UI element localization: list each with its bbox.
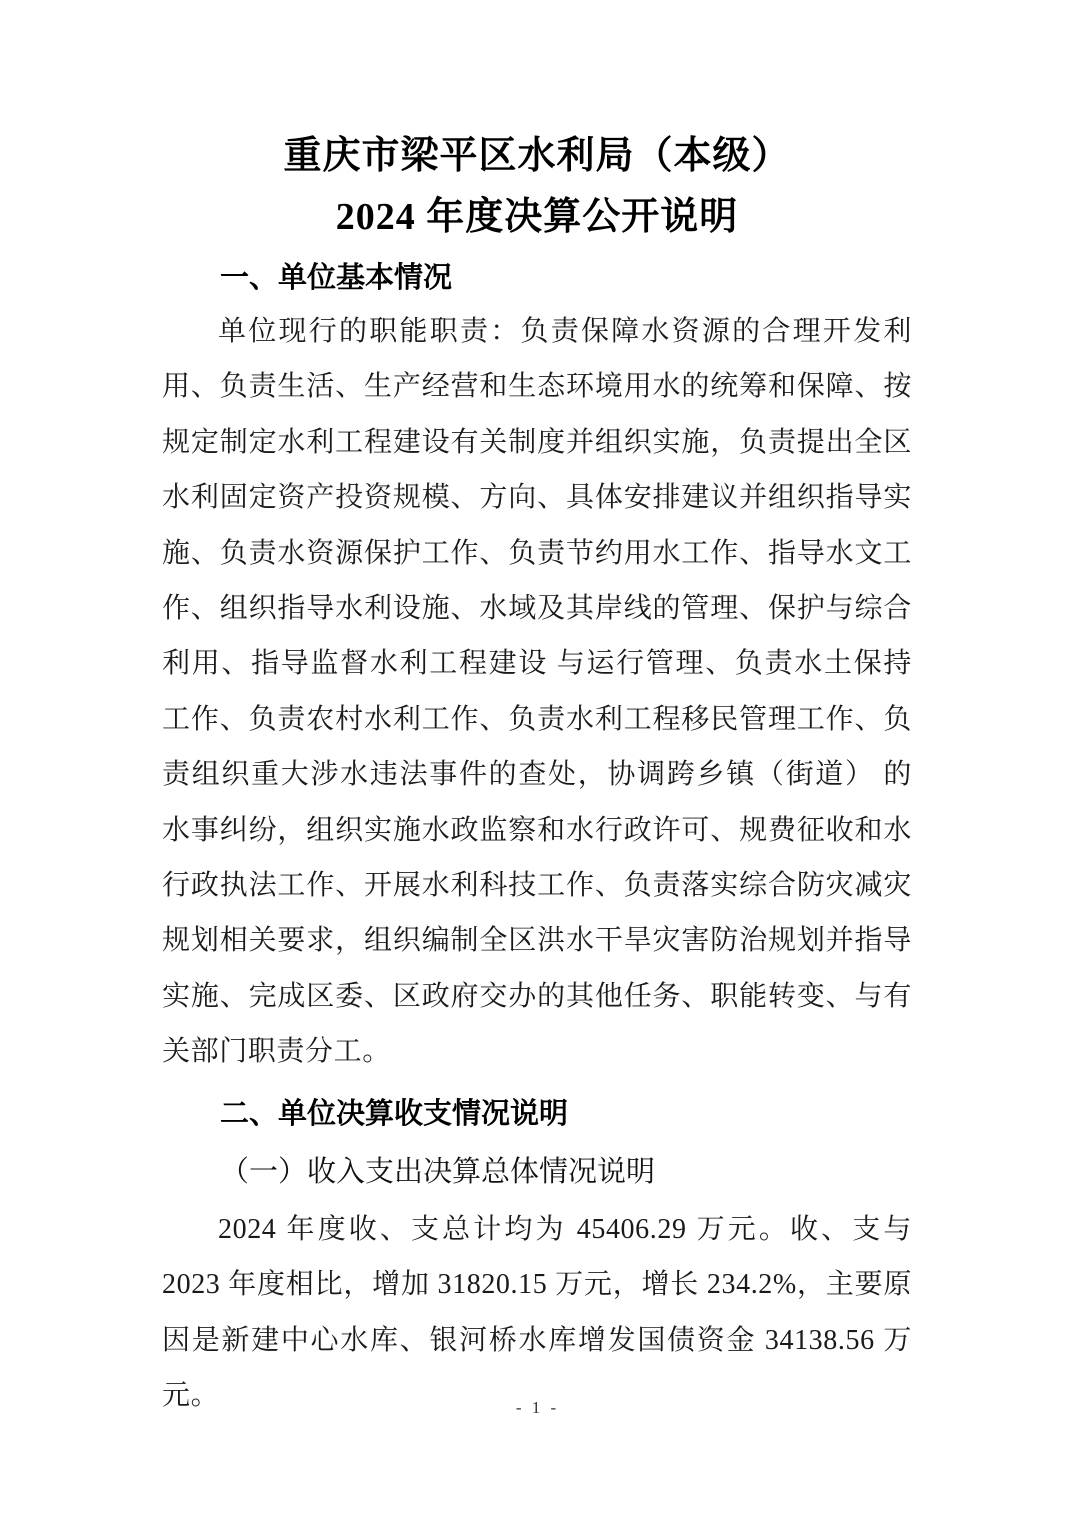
document-title-line2: 2024 年度决算公开说明	[335, 196, 739, 238]
page-number: - 1 -	[515, 1398, 560, 1417]
document-title	[162, 126, 912, 248]
document-title-line1: 重庆市梁平区水利局（本级）	[283, 135, 791, 177]
section1-paragraph: 单位现行的职能职责：负责保障水资源的合理开发利用、负责生活、生产经营和生态环境用水的统筹和保障、按规定制定水利工程建设有关制度并组织实施，负责提出全区水利固定资产投资规模、方向、具体安排建议并组织指导实施、负责水资源保护工作、负责节约用水工作、指导水文工作、组织指导水利设施、水域及其岸线的管理、保护与综合利用、指导监督水利工程建设 与运行管理、负责水土保持工作、负责农村水利工作、负责水利工程移民管理工作、负责组织重大涉水违法事件的查处，协调跨乡镇（街道） 的水事纠纷，组织实施水政监察和水行政许可、规费征收和水行政执法工作、开展水利科技工作、负责落实综合防灾减灾规划相关要求，组织编制全区洪水干旱灾害防治规划并指导实施、完成区委、区政府交办的其他任务、职能转变、与有关部门职责分工。	[162, 316, 912, 1068]
section2-heading: 二、单位决算收支情况说明	[220, 1097, 569, 1130]
section2-paragraph: 2024 年度收、支总计均为 45406.29 万元。收、支与 2023 年度相比，增加 31820.15 万元，增长 234.2%，主要原因是新建中心水库、银河桥水库增发国债资金 34138.56 万元。	[162, 1213, 912, 1411]
document-content	[162, 0, 912, 1423]
section2-sub-heading: （一）收入支出决算总体情况说明	[220, 1155, 656, 1188]
section1-heading: 一、单位基本情况	[220, 262, 453, 294]
